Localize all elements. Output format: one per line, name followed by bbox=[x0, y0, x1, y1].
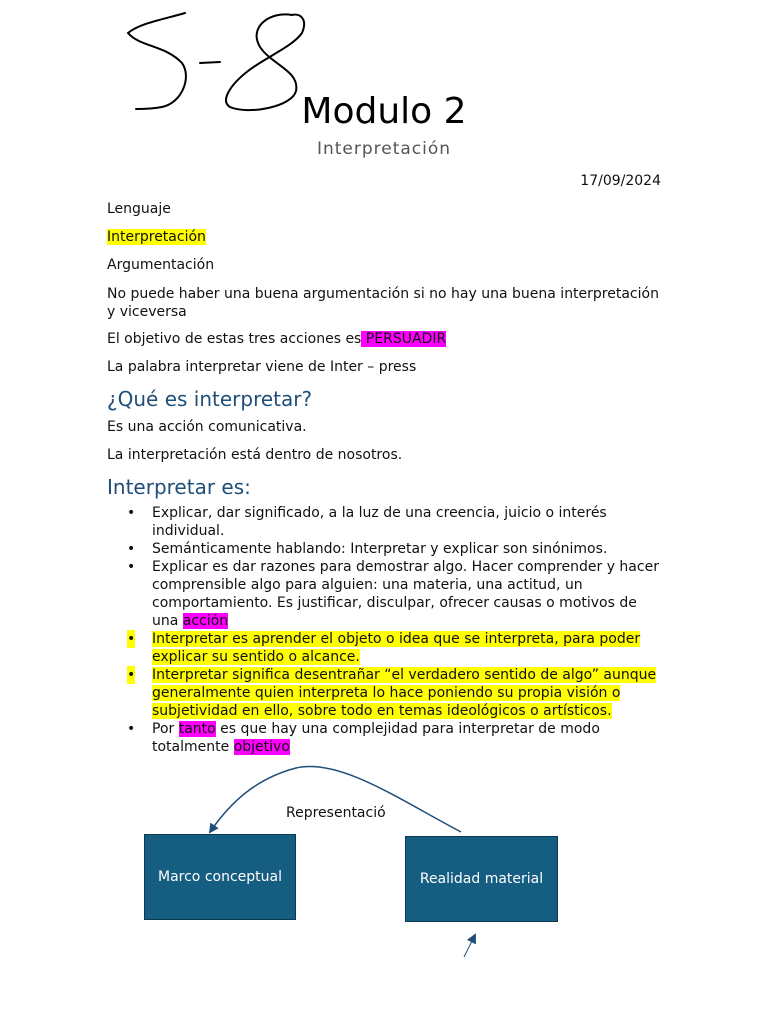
bullet-icon: • bbox=[127, 667, 136, 683]
arrow-label: Representació bbox=[286, 805, 386, 821]
page-title: Modulo 2 bbox=[301, 91, 467, 132]
list-item-text-start: Por bbox=[152, 721, 179, 737]
intro-line-etimologia: La palabra interpretar viene de Inter – press bbox=[107, 359, 417, 375]
small-arrow bbox=[464, 935, 475, 957]
highlight-objetivo: objetivo bbox=[233, 739, 290, 755]
box-realidad-material: Realidad material bbox=[405, 836, 558, 922]
highlight-tanto: tanto bbox=[178, 721, 216, 737]
list-item-text-middle: es que hay una complejidad para interpretar de modo totalmente bbox=[152, 721, 600, 755]
curved-arrow bbox=[210, 766, 461, 832]
box-marco-conceptual: Marco conceptual bbox=[144, 834, 296, 920]
document-date: 17/09/2024 bbox=[580, 173, 661, 189]
bullet-icon: • bbox=[127, 559, 136, 575]
highlight-yellow: Interpretación bbox=[107, 229, 206, 245]
list-item-text: Interpretar es aprender el objeto o idea que se interpreta, para poder explicar su sentido o alcance. bbox=[152, 631, 641, 665]
highlight-persuadir: PERSUADIR bbox=[361, 331, 447, 347]
bullet-icon: • bbox=[127, 541, 136, 557]
list-item-text: Semánticamente hablando: Interpretar y explicar son sinónimos. bbox=[152, 541, 608, 557]
section1-line1: Es una acción comunicativa. bbox=[107, 419, 307, 435]
objetivo-text: El objetivo de estas tres acciones es bbox=[107, 331, 362, 347]
list-item-text: Explicar es dar razones para demostrar algo. Hacer comprender y hacer comprensible algo para alguien: una materia, una actitud, un comportamiento. Es justificar, disculpar, ofrecer causas o motivos de una bbox=[152, 559, 659, 629]
page-subtitle: Interpretación bbox=[316, 139, 452, 159]
intro-paragraph-viceversa: No puede haber una buena argumentación si no hay una buena interpretación y viceversa bbox=[107, 286, 659, 320]
bullet-icon: • bbox=[127, 505, 136, 521]
bullet-icon: • bbox=[127, 631, 136, 647]
intro-line-argumentacion: Argumentación bbox=[107, 257, 215, 273]
highlight-accion: acción bbox=[182, 613, 229, 629]
section1-line2: La interpretación está dentro de nosotros. bbox=[107, 447, 403, 463]
bullet-icon: • bbox=[127, 721, 136, 737]
intro-line-lenguaje: Lenguaje bbox=[107, 201, 171, 217]
section-heading-interpretar-es: Interpretar es: bbox=[107, 475, 251, 499]
list-item-text: Explicar, dar significado, a la luz de una creencia, juicio o interés individual. bbox=[152, 505, 607, 539]
list-item-text: Interpretar significa desentrañar “el verdadero sentido de algo” aunque generalmente quien interpreta lo hace poniendo su propia visión o subjetividad en ello, sobre todo en temas ideológicos o artísticos. bbox=[152, 667, 657, 719]
section-heading-que-es: ¿Qué es interpretar? bbox=[107, 387, 313, 411]
